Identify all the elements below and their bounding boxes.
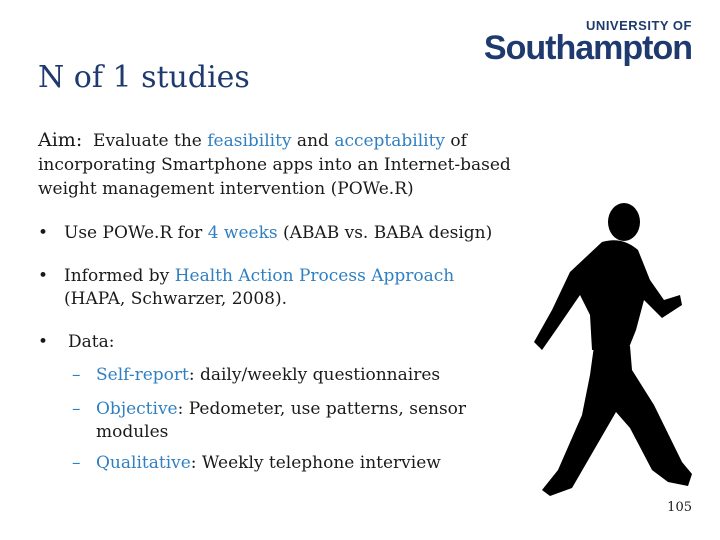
walking-person-icon xyxy=(532,200,697,500)
bullet-highlight: Health Action Process Approach xyxy=(174,266,455,286)
aim-text-2: and xyxy=(291,131,335,151)
bullet-text: Data: xyxy=(68,332,115,352)
bullet-item xyxy=(38,265,508,311)
bullet-item xyxy=(38,331,508,354)
aim-highlight-acceptability: acceptability xyxy=(334,131,446,151)
aim-text-3: of incorporating Smartphone apps into an Internet-based weight management intervention (POWe.R) xyxy=(38,131,511,199)
dash-icon: – xyxy=(72,453,81,473)
bullet-item xyxy=(38,222,508,245)
aim-text-1: Evaluate the xyxy=(93,131,208,151)
logo-name-text: Southampton xyxy=(483,29,692,67)
bullet-text: Informed by Health Action Process Approach (HAPA, Schwarzer, 2008). xyxy=(64,266,455,309)
bullet-text: Use POWe.R for 4 weeks (ABAB vs. BABA design) xyxy=(64,223,493,243)
aim-highlight-feasibility: feasibility xyxy=(207,131,292,151)
bullet-dot-icon: • xyxy=(38,266,49,286)
aim-label: Aim: xyxy=(38,129,83,151)
bullet-dot-icon: • xyxy=(38,332,49,352)
slide-title: N of 1 studies xyxy=(38,60,250,95)
bullet-highlight: 4 weeks xyxy=(207,223,278,243)
sub-bullet-text: Objective: Pedometer, use patterns, sensor modules xyxy=(96,399,467,442)
sub-bullet-item xyxy=(72,364,482,387)
sub-bullet-text: Self-report: daily/weekly questionnaires xyxy=(96,365,441,385)
logo-university-text: UNIVERSITY OF xyxy=(586,18,692,33)
aim-paragraph xyxy=(38,128,558,201)
bullet-dot-icon: • xyxy=(38,223,49,243)
sub-bullet-item xyxy=(72,398,482,444)
bullet-list xyxy=(38,222,508,374)
university-logo xyxy=(484,18,692,65)
dash-icon: – xyxy=(72,399,81,419)
page-number: 105 xyxy=(667,500,692,515)
dash-icon: – xyxy=(72,365,81,385)
sub-bullet-text: Qualitative: Weekly telephone interview xyxy=(96,453,441,473)
sub-bullet-item xyxy=(72,452,482,475)
